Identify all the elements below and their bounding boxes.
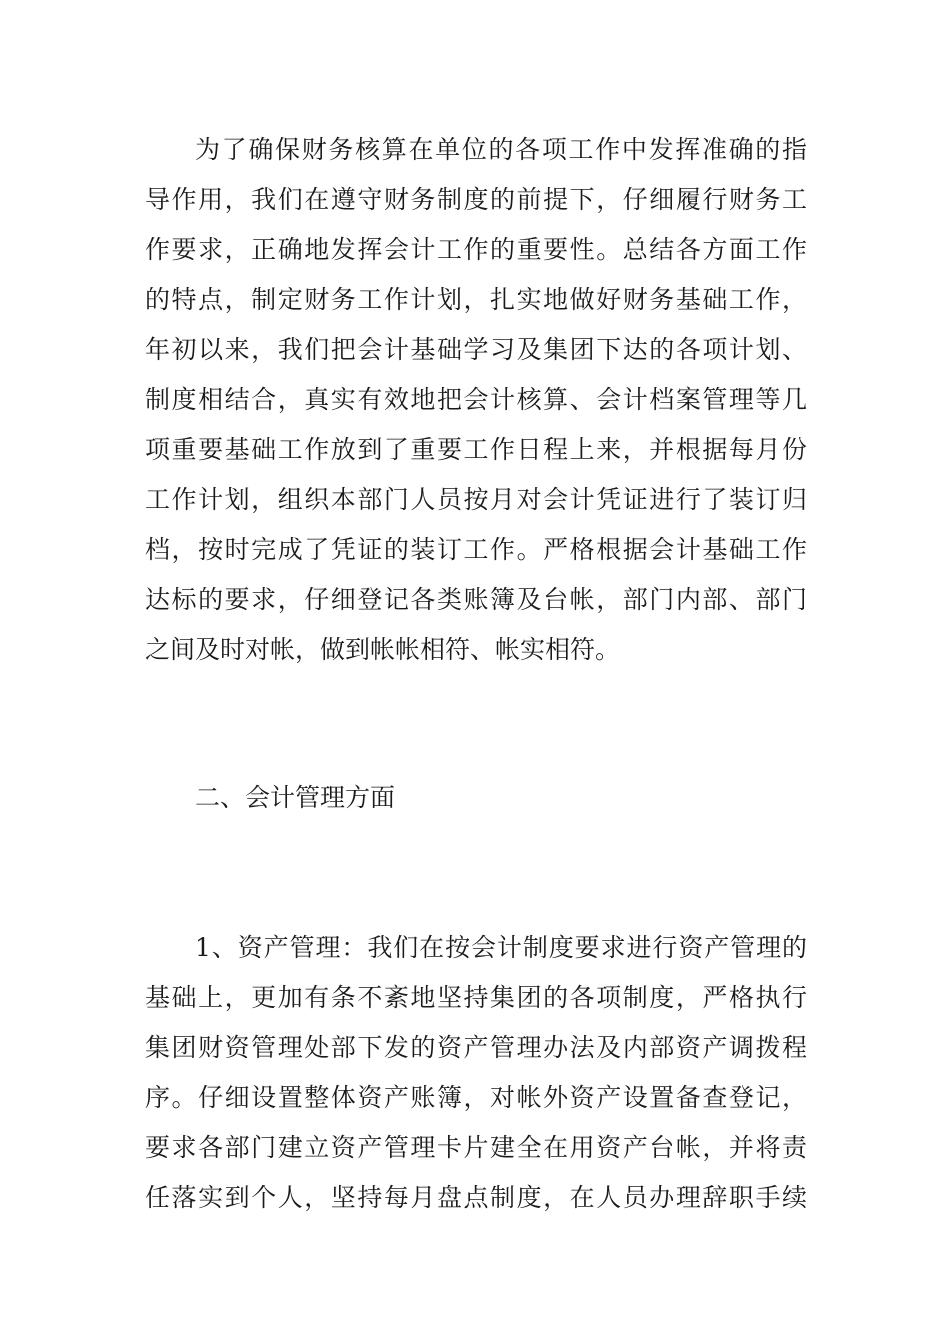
paragraph-line: 1、资产管理：我们在按会计制度要求进行资产管理的 (195, 933, 807, 962)
paragraph-line: 年初以来，我们把会计基础学习及集团下达的各项计划、 (145, 335, 807, 364)
paragraph-line: 项重要基础工作放到了重要工作日程上来，并根据每月份 (145, 435, 807, 464)
paragraph-line: 要求各部门建立资产管理卡片建全在用资产台帐，并将责 (145, 1133, 807, 1162)
paragraph-line: 之间及时对帐，做到帐帐相符、帐实相符。 (145, 635, 621, 664)
paragraph-line: 集团财资管理处部下发的资产管理办法及内部资产调拨程 (145, 1033, 807, 1062)
paragraph-line: 序。仔细设置整体资产账簿，对帐外资产设置备查登记， (145, 1083, 807, 1112)
paragraph-line: 导作用，我们在遵守财务制度的前提下，仔细履行财务工 (145, 185, 807, 214)
paragraph-line: 基础上，更加有条不紊地坚持集团的各项制度，严格执行 (145, 983, 807, 1012)
paragraph-line: 达标的要求，仔细登记各类账簿及台帐，部门内部、部门 (145, 585, 807, 614)
paragraph-line: 作要求，正确地发挥会计工作的重要性。总结各方面工作 (145, 235, 807, 264)
paragraph-line: 制度相结合，真实有效地把会计核算、会计档案管理等几 (145, 385, 807, 414)
paragraph-line: 档，按时完成了凭证的装订工作。严格根据会计基础工作 (145, 535, 807, 564)
paragraph-line: 工作计划，组织本部门人员按月对会计凭证进行了装订归 (145, 485, 807, 514)
paragraph-line: 的特点，制定财务工作计划，扎实地做好财务基础工作， (145, 285, 807, 314)
paragraph-line: 为了确保财务核算在单位的各项工作中发挥准确的指 (195, 135, 807, 164)
paragraph-line: 任落实到个人，坚持每月盘点制度，在人员办理辞职手续 (145, 1183, 807, 1212)
section-heading: 二、会计管理方面 (195, 783, 396, 812)
